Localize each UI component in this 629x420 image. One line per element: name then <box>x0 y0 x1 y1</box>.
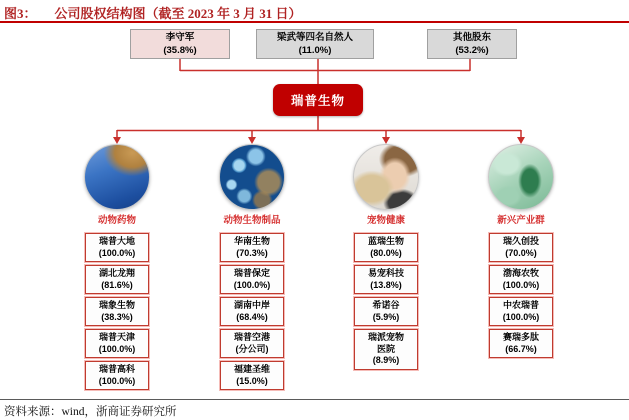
company-stake: (15.0%) <box>236 375 268 386</box>
company-stake: (100.0%) <box>502 311 540 322</box>
photo-child-with-puppy <box>353 144 419 210</box>
company-box <box>354 297 418 326</box>
company-stake: (66.7%) <box>505 343 537 354</box>
photo-laboratory-microscope <box>488 144 554 210</box>
segment-company-column <box>354 233 418 370</box>
company-box <box>85 233 149 262</box>
company-box <box>85 329 149 358</box>
company-name: 瑞象生物 <box>98 300 135 310</box>
photo-blue-drug-granules <box>84 144 150 210</box>
company-name: 瑞派宠物 <box>367 332 404 342</box>
company-stake: (100.0%) <box>98 247 136 258</box>
company-box <box>489 233 553 262</box>
company-name: 渤海农牧 <box>502 268 539 278</box>
company-name: 瑞普高科 <box>98 364 135 374</box>
figure-number: 图3： <box>4 6 37 21</box>
shareholder-stake: (53.2%) <box>455 45 489 56</box>
shareholder-name: 李守军 <box>165 32 195 43</box>
company-stake: (8.9%) <box>372 355 400 365</box>
parent-company-box: 瑞普生物 <box>273 84 363 116</box>
company-stake: (100.0%) <box>233 279 271 290</box>
company-stake: (81.6%) <box>101 279 133 290</box>
photo-microbe-cells <box>219 144 285 210</box>
segment-company-column <box>489 233 553 358</box>
company-box <box>220 361 284 390</box>
shareholder-box <box>256 29 374 59</box>
company-box <box>220 329 284 358</box>
company-name: 湖北龙翔 <box>98 268 135 278</box>
company-name: 蓝瑞生物 <box>367 236 404 246</box>
company-name: 瑞久创投 <box>502 236 539 246</box>
segment-company-column <box>85 233 149 390</box>
company-stake: (38.3%) <box>101 311 133 322</box>
segment-label: 宠物健康 <box>366 215 405 226</box>
shareholder-name: 其他股东 <box>452 32 491 43</box>
company-name: 华南生物 <box>233 236 270 246</box>
company-stake: (68.4%) <box>236 311 268 322</box>
company-box <box>354 233 418 262</box>
company-stake: (分公司) <box>235 343 269 354</box>
shareholder-box <box>427 29 517 59</box>
company-name: 医院 <box>376 343 395 354</box>
company-box <box>220 265 284 294</box>
company-name: 瑞普大地 <box>98 236 135 246</box>
company-box <box>354 265 418 294</box>
shareholder-name: 梁武等四名自然人 <box>276 32 353 43</box>
company-stake: (70.0%) <box>505 247 537 258</box>
company-name: 瑞普空港 <box>233 332 270 342</box>
company-stake: (100.0%) <box>502 279 540 290</box>
company-stake: (70.3%) <box>236 247 268 258</box>
company-box <box>489 265 553 294</box>
shareholder-stake: (11.0%) <box>298 45 332 56</box>
company-stake: (100.0%) <box>98 375 136 386</box>
company-stake: (100.0%) <box>98 343 136 354</box>
company-name: 福建圣维 <box>233 364 270 374</box>
company-box <box>489 329 553 358</box>
shareholder-stake: (35.8%) <box>163 45 197 56</box>
company-box <box>85 361 149 390</box>
company-box <box>220 297 284 326</box>
company-stake: (80.0%) <box>370 247 402 258</box>
figure-title-text: 公司股权结构图（截至 2023 年 3 月 31 日） <box>54 6 302 21</box>
segment-company-column <box>220 233 284 390</box>
company-stake: (13.8%) <box>370 279 402 290</box>
footer-divider <box>0 399 629 400</box>
segment-label: 动物药物 <box>97 215 136 226</box>
company-box <box>85 297 149 326</box>
company-stake: (5.9%) <box>372 311 400 322</box>
company-box <box>489 297 553 326</box>
company-name: 赛瑞多肽 <box>502 332 539 342</box>
source-note: 资料来源：wind，浙商证券研究所 <box>4 406 177 418</box>
segment-label: 新兴产业群 <box>497 215 545 226</box>
shareholder-box <box>130 29 230 59</box>
title-underline <box>0 21 629 23</box>
figure-title <box>4 3 624 22</box>
company-name: 中农瑞普 <box>502 300 539 310</box>
company-name: 湖南中岸 <box>233 300 270 310</box>
segment-label: 动物生物制品 <box>223 215 281 226</box>
company-box <box>354 329 418 370</box>
arrowheads <box>113 137 525 144</box>
company-name: 瑞普天津 <box>98 332 135 342</box>
company-box <box>220 233 284 262</box>
company-name: 瑞普保定 <box>233 268 270 278</box>
company-box <box>85 265 149 294</box>
company-name: 易宠科技 <box>367 268 404 278</box>
company-name: 希诺谷 <box>372 300 400 310</box>
